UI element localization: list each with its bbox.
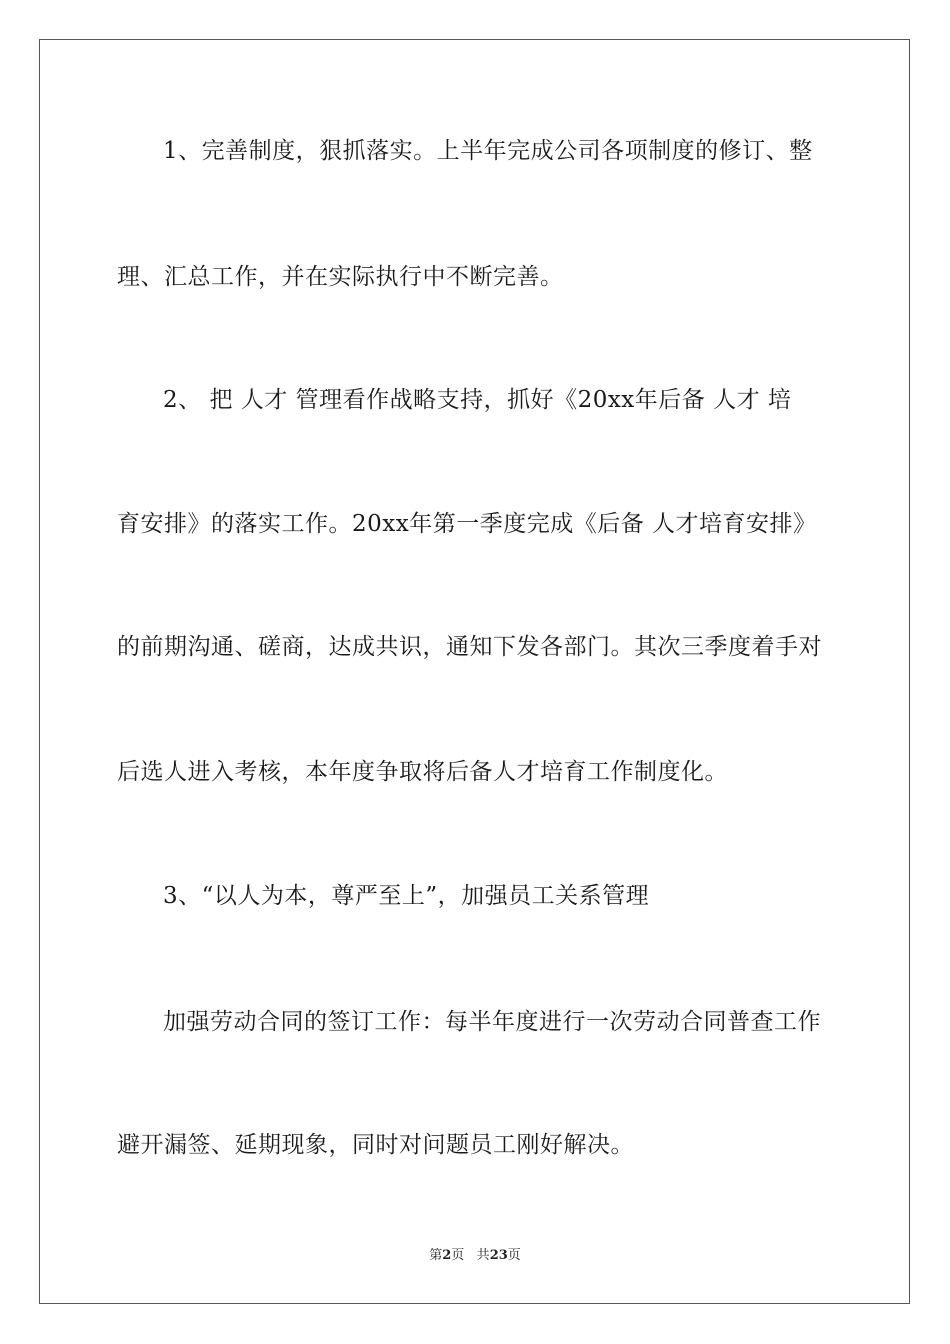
paragraph-1-line-1: 1、完善制度，狠抓落实。上半年完成公司各项制度的修订、整 bbox=[163, 138, 813, 164]
page-border bbox=[39, 39, 910, 1304]
page-footer bbox=[0, 1247, 950, 1265]
total-suffix: 页 bbox=[507, 1248, 521, 1263]
paragraph-4-line-2: 避开漏签、延期现象，同时对问题员工刚好解决。 bbox=[117, 1132, 634, 1158]
paragraph-1-line-2: 理、汇总工作，并在实际执行中不断完善。 bbox=[117, 264, 564, 290]
paragraph-2-line-4: 后选人进入考核，本年度争取将后备人才培育工作制度化。 bbox=[117, 759, 728, 785]
paragraph-2-line-2: 育安排》的落实工作。20xx年第一季度完成《后备 人才培育安排》 bbox=[117, 511, 817, 537]
total-prefix: 共 bbox=[476, 1248, 490, 1263]
page-current: 2 bbox=[442, 1248, 452, 1263]
paragraph-4-line-1: 加强劳动合同的签订工作：每半年度进行一次劳动合同普查工作 bbox=[163, 1009, 821, 1035]
paragraph-2-line-3: 的前期沟通、磋商，达成共识，通知下发各部门。其次三季度着手对 bbox=[117, 634, 822, 660]
page-prefix: 第 bbox=[429, 1248, 443, 1263]
paragraph-2-line-1: 2、 把 人才 管理看作战略支持，抓好《20xx年后备 人才 培 bbox=[163, 387, 792, 413]
paragraph-3-heading: 3、“以人为本，尊严至上”，加强员工关系管理 bbox=[163, 883, 650, 909]
page-total: 23 bbox=[489, 1248, 508, 1263]
page-suffix: 页 bbox=[451, 1248, 465, 1263]
